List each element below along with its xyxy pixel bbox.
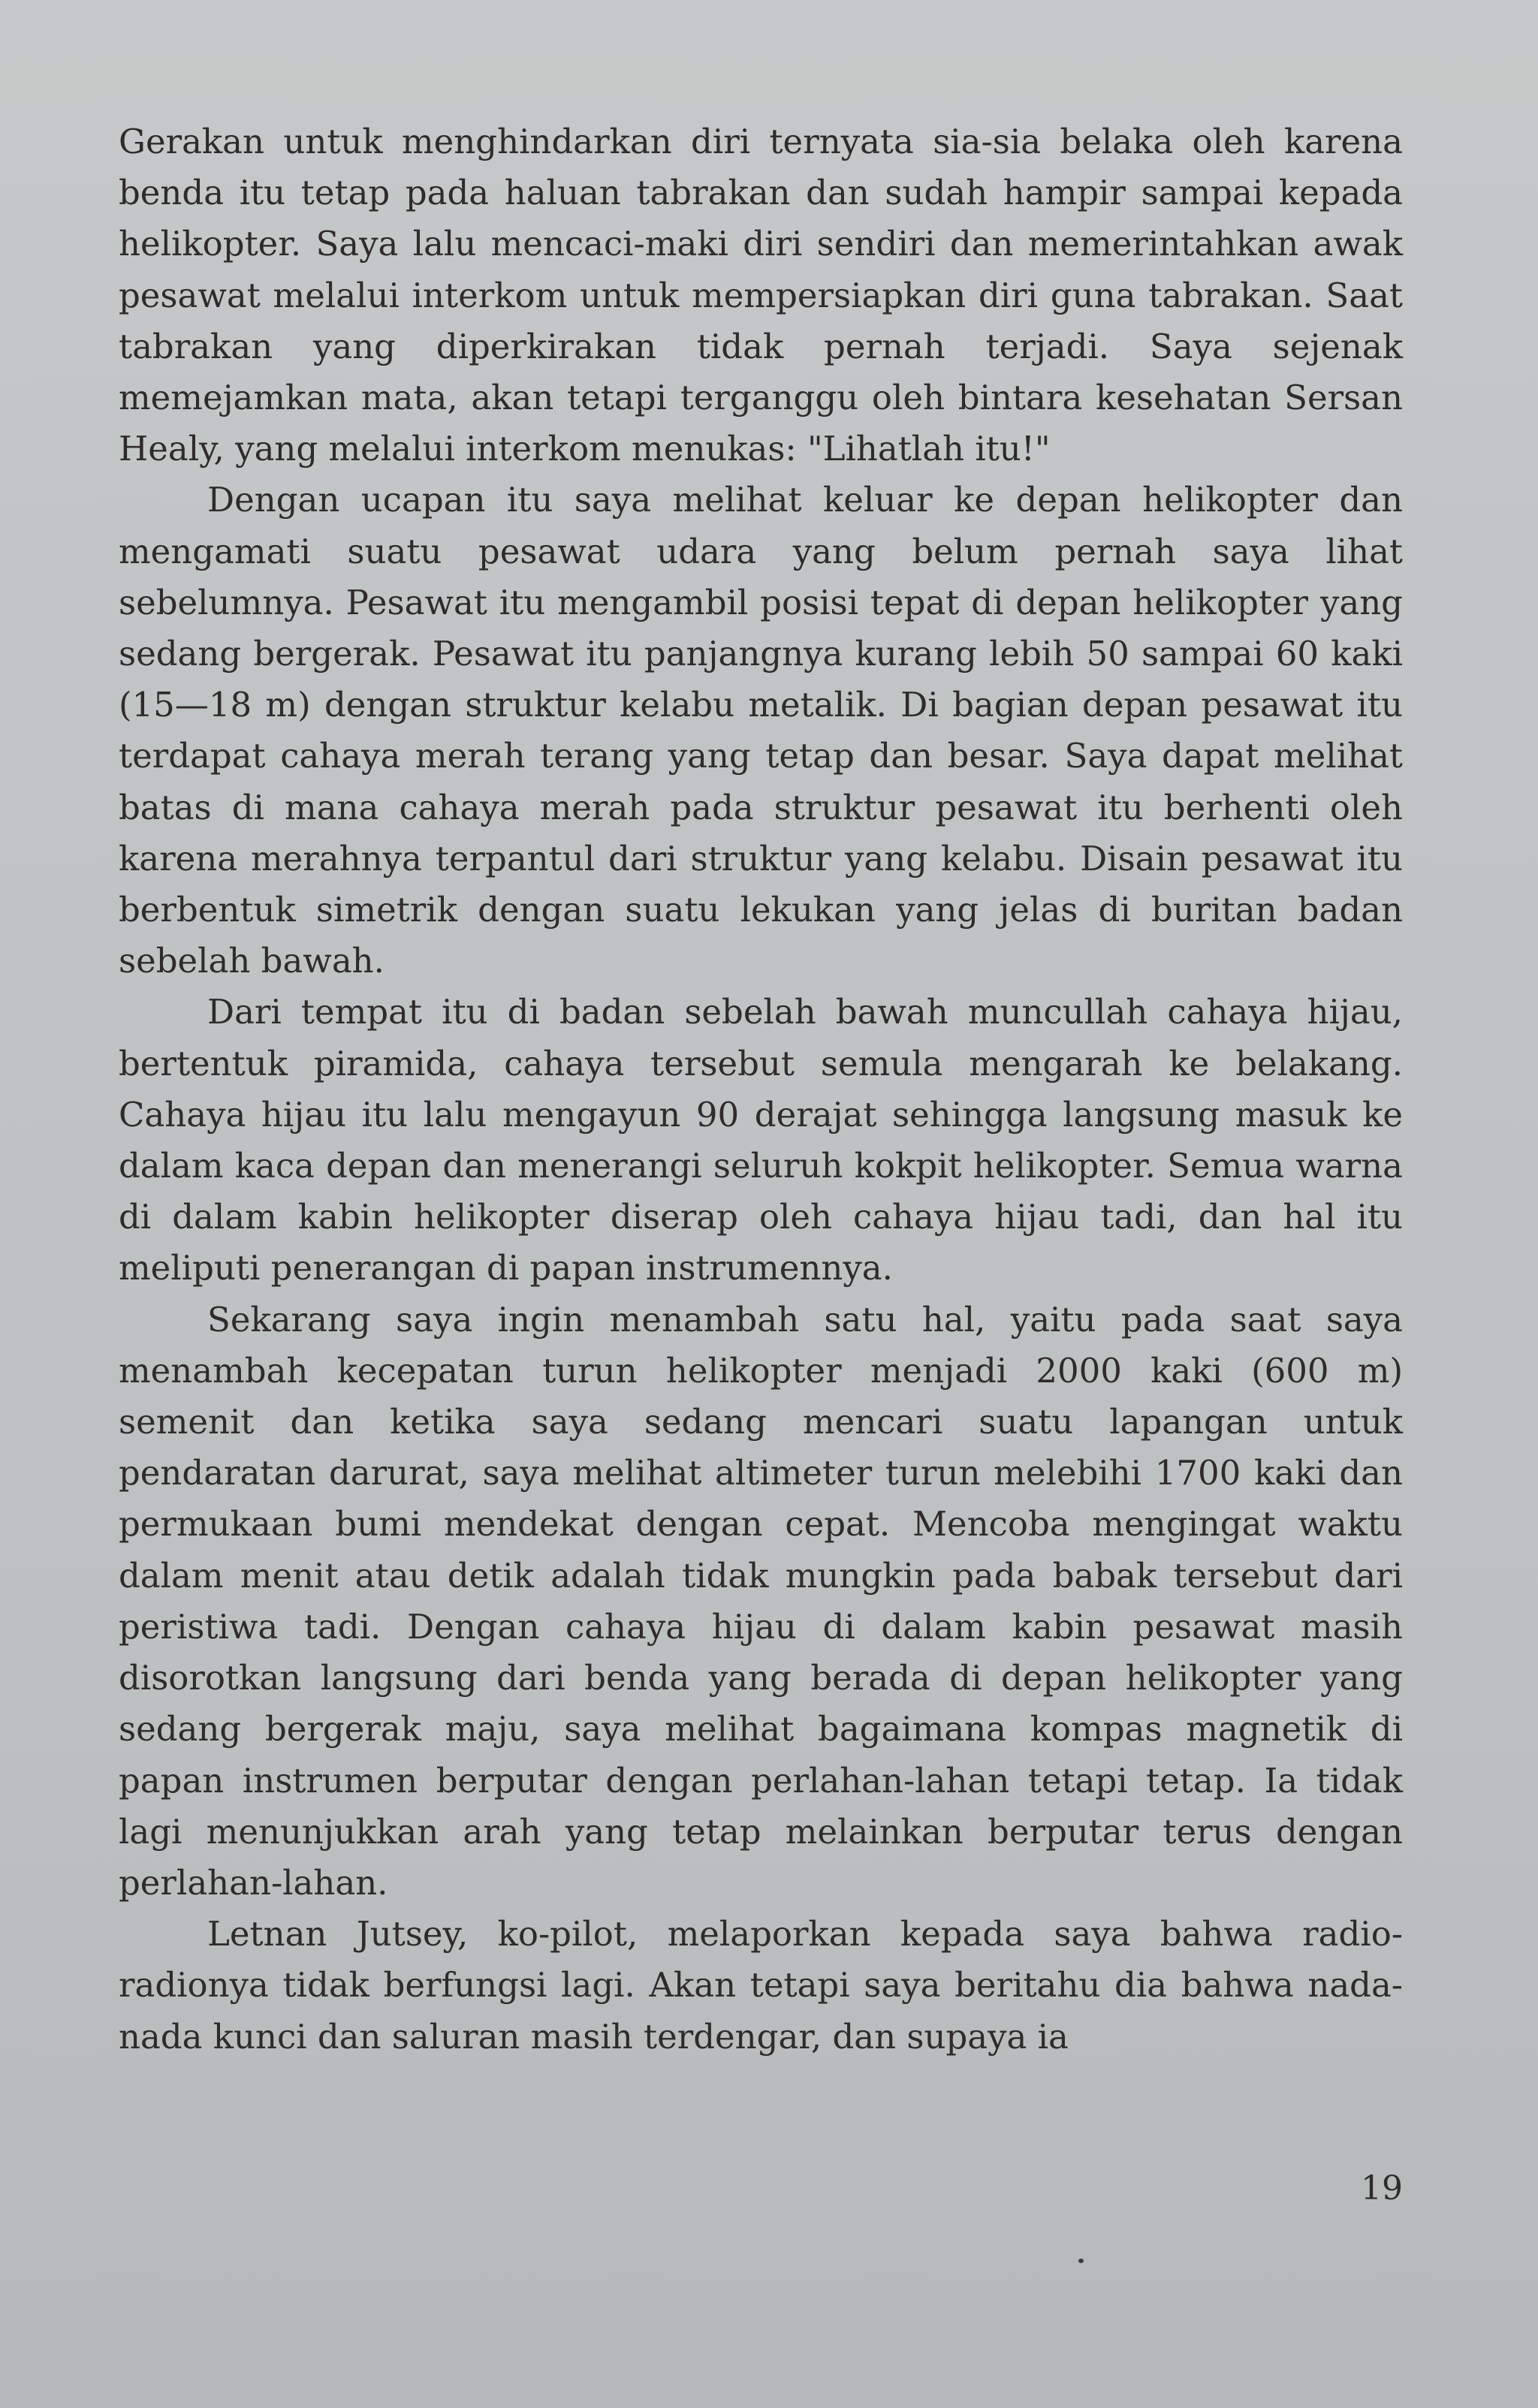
body-text bbox=[119, 116, 1403, 2063]
paragraph-4: Sekarang saya ingin menambah satu hal, yaitu pada saat saya menambah kecepatan turun helikopter menjadi 2000 kaki (600 m) semenit dan ketika saya sedang mencari suatu lapangan untuk pendaratan darurat, saya melihat altimeter turun melebihi 1700 kaki dan permukaan bumi mendekat dengan cepat. Mencoba mengingat waktu dalam menit atau detik adalah tidak mungkin pada babak tersebut dari peristiwa tadi. Dengan cahaya hijau di dalam kabin pesawat masih disorotkan langsung dari benda yang berada di depan helikopter yang sedang bergerak maju, saya melihat bagaimana kompas magnetik di papan instrumen berputar dengan perlahan-lahan tetapi tetap. Ia tidak lagi menunjukkan arah yang tetap melainkan berputar terus dengan perlahan-lahan. bbox=[119, 1299, 1403, 1903]
dust-speck bbox=[1078, 2259, 1084, 2263]
paragraph-2: Dengan ucapan itu saya melihat keluar ke depan helikopter dan mengamati suatu pesawat udara yang belum pernah saya lihat sebelumnya. Pesawat itu mengambil posisi tepat di depan helikopter yang sedang bergerak. Pesawat itu panjangnya kurang lebih 50 sampai 60 kaki (15—18 m) dengan struktur kelabu metalik. Di bagian depan pesawat itu terdapat cahaya merah terang yang tetap dan besar. Saya dapat melihat batas di mana cahaya merah pada struktur pesawat itu berhenti oleh karena merahnya terpantul dari struktur yang kelabu. Disain pesawat itu berbentuk simetrik dengan suatu lekukan yang jelas di buritan badan sebelah bawah. bbox=[119, 480, 1403, 981]
paragraph-3: Dari tempat itu di badan sebelah bawah muncullah cahaya hijau, bertentuk piramida, cahaya tersebut semula mengarah ke belakang. Cahaya hijau itu lalu mengayun 90 derajat sehingga langsung masuk ke dalam kaca depan dan menerangi seluruh kokpit helikopter. Semua warna di dalam kabin helikopter diserap oleh cahaya hijau tadi, dan hal itu meliputi penerangan di papan instrumennya. bbox=[119, 992, 1403, 1288]
paragraph-1: Gerakan untuk menghindarkan diri ternyata sia-sia belaka oleh karena benda itu tetap pada haluan tabrakan dan sudah hampir sampai kepada helikopter. Saya lalu mencaci-maki diri sendiri dan memerintahkan awak pesawat melalui interkom untuk mempersiapkan diri guna tabrakan. Saat tabrakan yang diperkirakan tidak pernah terjadi. Saya sejenak memejamkan mata, akan tetapi terganggu oleh bintara kesehatan Sersan Healy, yang melalui interkom menukas: "Lihatlah itu!" bbox=[119, 122, 1403, 469]
page-number: 19 bbox=[1361, 2169, 1403, 2208]
paragraph-5: Letnan Jutsey, ko-pilot, melaporkan kepada saya bahwa radio-radionya tidak berfungsi lagi. Akan tetapi saya beritahu dia bahwa nada-nada kunci dan saluran masih terdengar, dan supaya ia bbox=[119, 1914, 1403, 2057]
